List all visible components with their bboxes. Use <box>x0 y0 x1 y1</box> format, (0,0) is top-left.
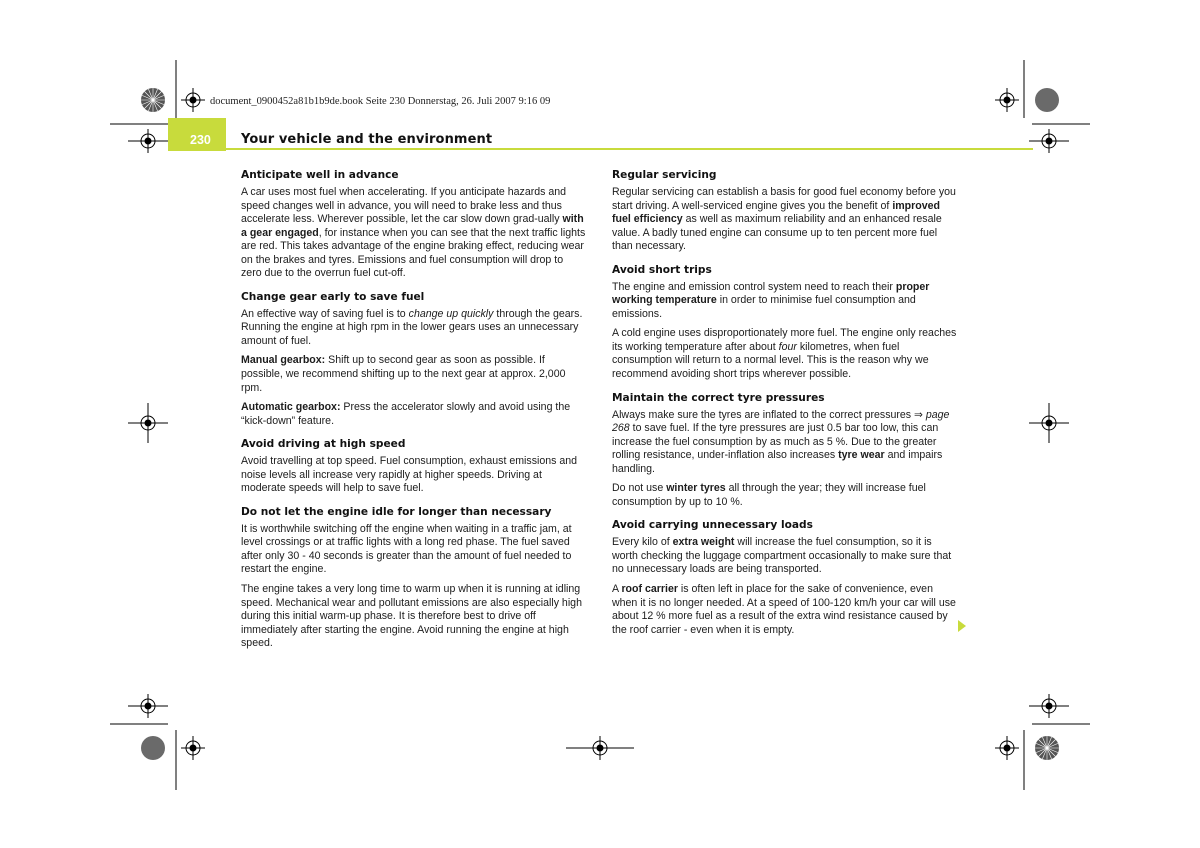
text: The engine and emission control system need to reach their <box>612 280 896 293</box>
italic-text: four <box>778 340 797 353</box>
page-title: Your vehicle and the environment <box>241 132 493 147</box>
header-rule <box>226 148 1033 150</box>
paragraph <box>612 583 957 637</box>
italic-text: change up quickly <box>408 307 494 320</box>
section-idle <box>241 506 586 651</box>
text: Every kilo of <box>612 536 673 549</box>
text: all through the year; they will increase fuel consumption by up to 10 %. <box>612 482 926 508</box>
text: Do not use <box>612 482 667 495</box>
text: through the gears. Running the engine at high rpm in the lower gears uses an unnecessary amount of fuel. <box>241 307 583 347</box>
text: in order to minimise fuel consumption and emissions. <box>612 294 916 320</box>
continue-arrow-icon <box>958 620 966 632</box>
text: to save fuel. If the tyre pressures are just 0.5 bar too low, this can increase the fuel consumption by as much as 5 %. Due to the greater rolling resistance, under-inflation also increases <box>612 422 939 462</box>
text: Regular servicing can establish a basis for good fuel economy before you start driving. A well-serviced engine gives you the benefit of <box>612 186 956 212</box>
text: will increase the fuel consumption, so it is worth checking the luggage compartment occasionally to make sure that no unnecessary loads are being transported. <box>612 536 952 576</box>
text: Press the accelerator slowly and avoid using the “kick-down” feature. <box>241 401 571 427</box>
paragraph: Avoid travelling at top speed. Fuel consumption, exhaust emissions and noise levels all increase very rapidly at higher speeds. Driving at moderate speeds will help to save fuel. <box>241 455 578 495</box>
paragraph <box>612 327 957 381</box>
paragraph: It is worthwhile switching off the engine when waiting in a traffic jam, at level crossings or at traffic lights with a long red phase. The fuel saved after only 30 - 40 seconds is greater than the amount of fuel needed to restart the engine. <box>241 522 572 576</box>
bold-text: roof carrier <box>621 583 678 596</box>
page-reference-link[interactable]: page 268 <box>612 408 950 435</box>
text: kilometres, when fuel consumption will return to a normal level. This is the reason why we recommend avoiding short trips wherever possible. <box>612 340 929 381</box>
paragraph <box>612 536 957 577</box>
paragraph <box>241 186 586 281</box>
section-heading: Avoid driving at high speed <box>241 438 406 451</box>
text: , for instance when you can see that the next traffic lights are red. This takes advantage of the engine braking effect, reducing wear on the brakes and tyres. Emissions and fuel consumption will drop to zero due to the overrun fuel cut-off. <box>241 226 586 280</box>
right-column <box>612 169 957 647</box>
left-column <box>241 169 586 661</box>
section-servicing <box>612 169 957 254</box>
bold-text: Manual gearbox: <box>241 354 326 367</box>
bold-text: proper working temperature <box>612 280 930 307</box>
section-heading: Avoid short trips <box>612 263 712 276</box>
text: and impairs handling. <box>612 449 943 475</box>
text: Always make sure the tyres are inflated to the correct pressures ⇒ <box>612 408 926 421</box>
paragraph: The engine takes a very long time to warm up when it is running at idling speed. Mechanical wear and pollutant emissions are also especially high during this initial warm-up phase. It is therefore best to drive off immediately after starting the engine. Avoid running the engine at high speed. <box>241 583 582 650</box>
section-high-speed <box>241 438 586 496</box>
paragraph <box>612 281 957 322</box>
section-short-trips <box>612 264 957 382</box>
paragraph <box>612 409 957 477</box>
paragraph <box>612 482 957 509</box>
bold-text: with a gear engaged <box>241 213 584 239</box>
bold-text: improved fuel efficiency <box>612 199 940 226</box>
text: An effective way of saving fuel is to <box>241 307 409 320</box>
paragraph <box>241 354 586 395</box>
bold-text: tyre wear <box>838 449 885 462</box>
section-heading: Maintain the correct tyre pressures <box>612 391 825 404</box>
text: as well as maximum reliability and an enhanced resale value. A badly tuned engine can consume up to ten percent more fuel than necessary. <box>612 213 942 253</box>
text: is often left in place for the sake of convenience, even when it is no longer needed. At a speed of 100-120 km/h your car will use about 12 % more fuel as a result of the extra wind resistance caused by the roof carrier - even when it is empty. <box>612 583 956 636</box>
section-tyre-pressures <box>612 392 957 510</box>
text: A cold engine uses disproportionately more fuel. The engine only reaches its working temperature after about <box>612 327 957 353</box>
section-heading: Anticipate well in advance <box>241 169 399 181</box>
print-slug: document_0900452a81b1b9de.book Seite 230 Donnerstag, 26. Juli 2007 9:16 09 <box>210 96 551 107</box>
text: Shift up to second gear as soon as possible. If possible, we recommend shifting up to the next gear at approx. 2,000 rpm. <box>241 354 566 394</box>
section-anticipate <box>241 169 586 281</box>
bold-text: Automatic gearbox: <box>241 401 341 414</box>
section-loads <box>612 519 957 637</box>
text: A <box>612 583 622 596</box>
paragraph <box>241 308 586 349</box>
paragraph <box>612 186 957 254</box>
section-heading: Change gear early to save fuel <box>241 290 425 303</box>
page-number: 230 <box>190 133 211 147</box>
section-heading: Do not let the engine idle for longer than necessary <box>241 505 552 518</box>
section-heading: Regular servicing <box>612 169 717 181</box>
section-change-gear <box>241 291 586 428</box>
bold-text: winter tyres <box>666 482 726 495</box>
paragraph <box>241 401 586 428</box>
bold-text: extra weight <box>672 536 735 549</box>
section-heading: Avoid carrying unnecessary loads <box>612 519 813 532</box>
text: A car uses most fuel when accelerating. If you anticipate hazards and speed changes well in advance, you will need to brake less and thus accelerate less. Wherever possible, let the car slow down grad-ually <box>241 186 567 226</box>
